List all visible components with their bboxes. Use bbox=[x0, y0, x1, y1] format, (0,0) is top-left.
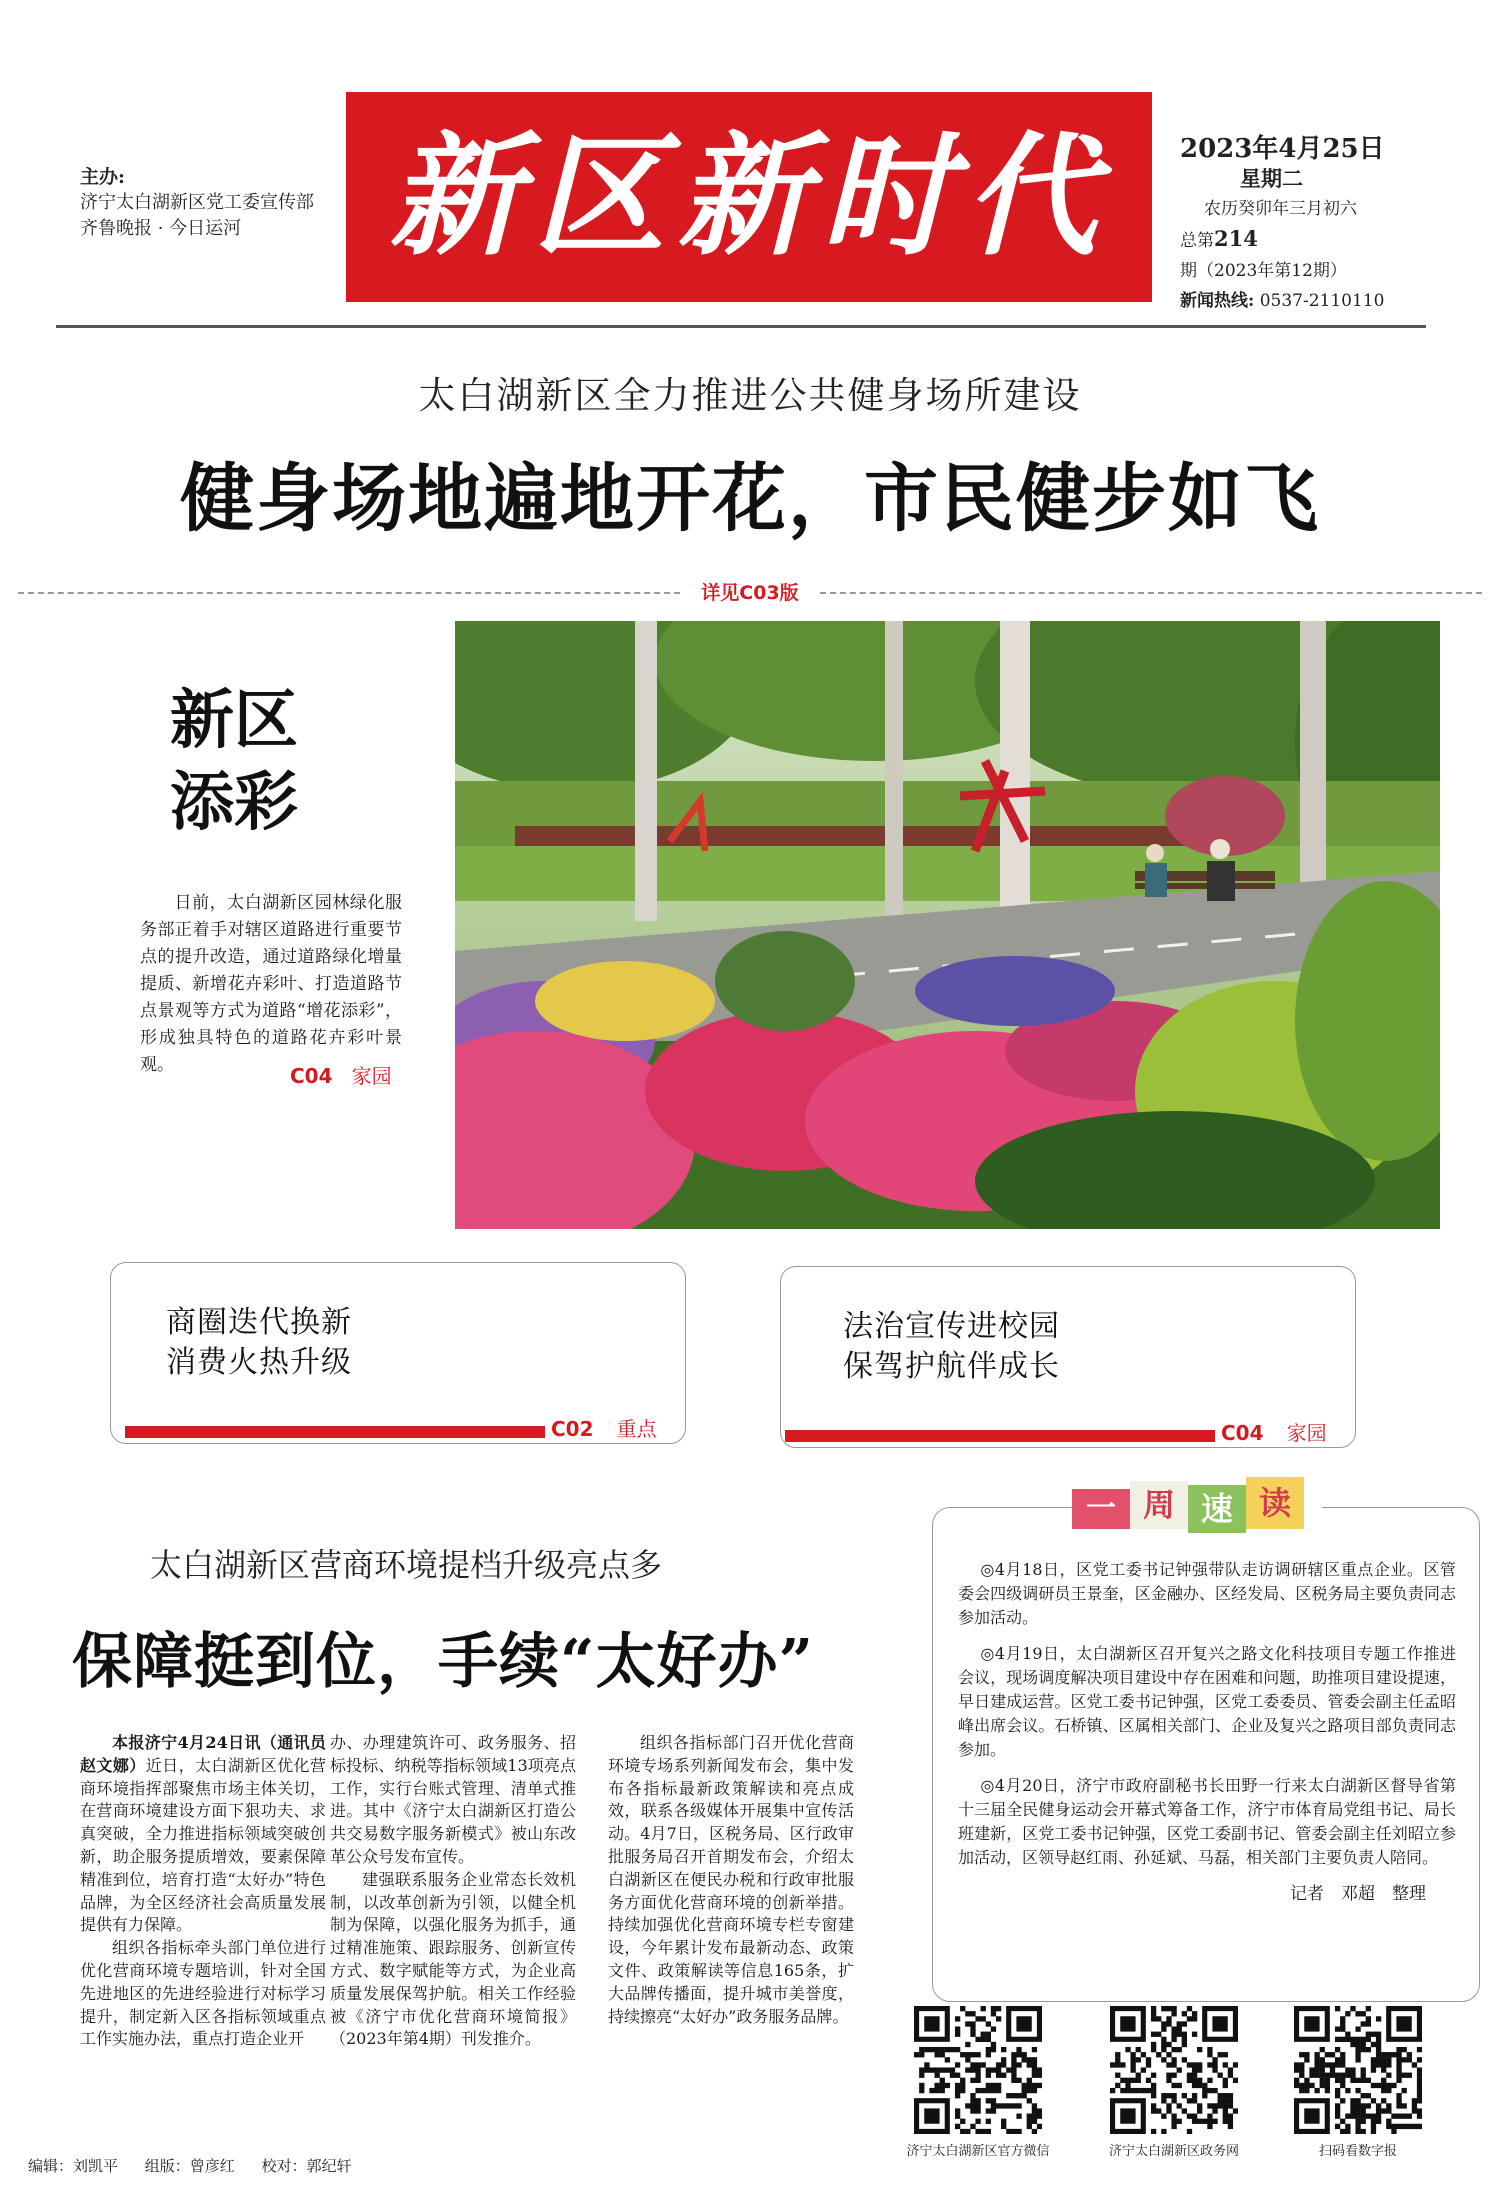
teaser-title bbox=[166, 1303, 352, 1383]
issue-suffix: 期（2023年第12期） bbox=[1180, 261, 1347, 281]
weekly-char-3: 速 bbox=[1188, 1485, 1246, 1533]
teaser-line-1: 法治宣传进校园 bbox=[843, 1309, 1060, 1344]
weekly-char-2: 周 bbox=[1130, 1481, 1188, 1529]
teaser-box-business[interactable] bbox=[110, 1262, 686, 1444]
teaser-line-2: 消费火热升级 bbox=[166, 1345, 352, 1380]
qr-image bbox=[914, 2006, 1042, 2134]
story-kicker: 太白湖新区营商环境提档升级亮点多 bbox=[150, 1546, 663, 1584]
footer-credits bbox=[28, 2155, 352, 2176]
issue-prefix: 总第 bbox=[1180, 231, 1214, 251]
dashed-rule-left bbox=[18, 592, 680, 594]
footer-proof: 校对：郭纪轩 bbox=[261, 2157, 352, 2175]
issue-no: 214 bbox=[1214, 226, 1258, 251]
story-col2-p2: 建强联系服务企业常态长效机制，以改革创新为引领，以健全机制为保障，以强化服务为抓手，通过精准施策、跟踪服务、创新宣传方式、数字赋能等方式，为企业高质量发展保驾护航。相关工作经验被《济宁市优化营商环境简报》（2023年第4期）刊发推介。 bbox=[330, 1869, 576, 2049]
weekly-item: ◎4月18日，区党工委书记钟强带队走访调研辖区重点企业。区管委会四级调研员王景奎，区金融办、区经发局、区税务局主要负责同志参加活动。 bbox=[958, 1560, 1456, 1627]
qr-code-gov-site[interactable] bbox=[1110, 2006, 1238, 2134]
qr-label-gov-site: 济宁太白湖新区政务网 bbox=[1108, 2144, 1239, 2159]
teaser-section: 重点 bbox=[616, 1417, 657, 1441]
teaser-line-2: 保驾护航伴成长 bbox=[843, 1349, 1060, 1384]
teaser-box-law[interactable] bbox=[780, 1266, 1356, 1448]
qr-code-digital-paper[interactable] bbox=[1294, 2006, 1422, 2134]
issue-date: 2023年4月25日 bbox=[1180, 134, 1385, 164]
teaser-red-bar bbox=[125, 1426, 545, 1438]
story-headline: 保障挺到位，手续“太好办” bbox=[72, 1627, 815, 1697]
sponsor-line-1: 济宁太白湖新区党工委宣传部 bbox=[80, 192, 314, 213]
feature-photo bbox=[455, 621, 1440, 1229]
qr-label-wechat: 济宁太白湖新区官方微信 bbox=[906, 2144, 1050, 2159]
lunar-date: 农历癸卯年三月初六 bbox=[1204, 199, 1357, 219]
teaser-page-ref bbox=[1221, 1417, 1327, 1446]
qr-image bbox=[1294, 2006, 1422, 2134]
footer-layout: 组版：曾彦红 bbox=[144, 2157, 235, 2175]
footer-editor: 编辑：刘凯平 bbox=[28, 2157, 119, 2175]
weekly-signoff: 记者 邓超 整理 bbox=[1290, 1884, 1426, 1904]
sponsor-label: 主办: bbox=[80, 166, 126, 188]
issue-number bbox=[1180, 224, 1420, 286]
weekday: 星期二 bbox=[1240, 166, 1303, 191]
dateline: 本报济宁4月24日讯（通讯员 赵文娜） bbox=[80, 1733, 326, 1775]
teaser-page: C02 bbox=[551, 1417, 594, 1441]
weekly-char-1: 一 bbox=[1072, 1489, 1130, 1529]
story-column-1 bbox=[80, 1732, 326, 2051]
see-page-link[interactable]: 详见C03版 bbox=[701, 582, 799, 604]
teaser-red-bar bbox=[785, 1430, 1215, 1442]
weekly-item: ◎4月20日，济宁市政府副秘书长田野一行来太白湖新区督导省第十三届全民健身运动会开幕式筹备工作，济宁市体育局党组书记、局长班建新，区党工委书记钟强，区党工委副书记、管委会副主任刘昭立参加活动，区领导赵红雨、孙延斌、马磊，相关部门主要负责人陪同。 bbox=[958, 1776, 1456, 1867]
lead-headline: 健身场地遍地开花，市民健步如飞 bbox=[180, 456, 1320, 542]
park-flowerbed-photo bbox=[455, 621, 1440, 1229]
masthead-title: 新区新时代 bbox=[389, 119, 1109, 274]
qr-code-wechat[interactable] bbox=[914, 2006, 1042, 2134]
feature-title-line-2: 添彩 bbox=[170, 765, 298, 840]
feature-page-ref[interactable] bbox=[290, 1060, 392, 1089]
sponsor-line-2: 齐鲁晚报 · 今日运河 bbox=[80, 218, 242, 239]
story-column-3 bbox=[608, 1732, 854, 2028]
date-block bbox=[1180, 134, 1420, 316]
qr-image bbox=[1110, 2006, 1238, 2134]
dashed-rule-right bbox=[820, 592, 1482, 594]
hotline-label: 新闻热线: bbox=[1180, 291, 1255, 311]
sponsor-block bbox=[80, 164, 314, 242]
teaser-section: 家园 bbox=[1286, 1421, 1327, 1445]
story-column-2 bbox=[330, 1732, 576, 2051]
teaser-title bbox=[843, 1307, 1060, 1387]
story-col1-p1: 近日，太白湖新区优化营商环境指挥部聚焦市场主体关切，在营商环境建设方面下狠功夫、求真突破，全力推进指标领域突破创新，助企服务提质增效，要素保障精准到位，培育打造“太好办”特色品牌，为全区经济社会高质量发展提供有力保障。 bbox=[80, 1755, 326, 1935]
masthead-rule bbox=[56, 325, 1426, 328]
feature-caption bbox=[140, 890, 402, 1079]
feature-section: 家园 bbox=[351, 1064, 392, 1088]
story-col1-p2: 组织各指标牵头部门单位进行优化营商环境专题培训，针对全国先进地区的先进经验进行对标学习提升，制定新入区各指标领域重点工作实施办法，重点打造企业开 bbox=[80, 1938, 326, 2049]
story-col2-p1: 办、办理建筑许可、政务服务、招标投标、纳税等指标领域13项亮点工作，实行台账式管理、清单式推进。其中《济宁太白湖新区打造公共交易数字服务新模式》被山东改革公众号发布宣传。 bbox=[330, 1733, 576, 1866]
story-col3-p1: 组织各指标部门召开优化营商环境专场系列新闻发布会，集中发布各指标最新政策解读和亮点成效，联系各级媒体开展集中宣传活动。4月7日，区税务局、区行政审批服务局召开首期发布会，介绍太白湖新区在便民办税和行政审批服务方面优化营商环境的创新举措。持续加强优化营商环境专栏专窗建设，今年累计发布最新动态、政策文件、政策解读等信息165条，扩大品牌传播面，提升城市美誉度，持续擦亮“太好办”政务服务品牌。 bbox=[608, 1733, 854, 2026]
feature-title-line-1: 新区 bbox=[170, 683, 298, 758]
hotline bbox=[1180, 286, 1420, 316]
lead-kicker: 太白湖新区全力推进公共健身场所建设 bbox=[418, 374, 1082, 417]
feature-page: C04 bbox=[290, 1064, 333, 1088]
weekly-char-4: 读 bbox=[1246, 1477, 1304, 1529]
hotline-number: 0537-2110110 bbox=[1259, 291, 1385, 311]
weekly-items bbox=[958, 1558, 1456, 1906]
feature-title bbox=[170, 680, 298, 844]
feature-body: 日前，太白湖新区园林绿化服务部正着手对辖区道路进行重要节点的提升改造，通过道路绿化增量提质、新增花卉彩叶、打造道路节点景观等方式为道路“增花添彩”，形成独具特色的道路花卉彩叶景观。 bbox=[140, 893, 402, 1075]
qr-label-digital-paper: 扫码看数字报 bbox=[1318, 2144, 1397, 2159]
teaser-page: C04 bbox=[1221, 1421, 1264, 1445]
teaser-line-1: 商圈迭代换新 bbox=[166, 1305, 352, 1340]
teaser-page-ref bbox=[551, 1413, 657, 1442]
weekly-item: ◎4月19日，太白湖新区召开复兴之路文化科技项目专题工作推进会议，现场调度解决项目建设中存在困难和问题，助推项目建设提速，早日建成运营。区党工委书记钟强，区党工委委员、管委会副主任孟昭峰出席会议。石桥镇、区属相关部门、企业及复兴之路项目部负责同志参加。 bbox=[958, 1644, 1456, 1759]
weekly-title bbox=[1072, 1477, 1322, 1539]
